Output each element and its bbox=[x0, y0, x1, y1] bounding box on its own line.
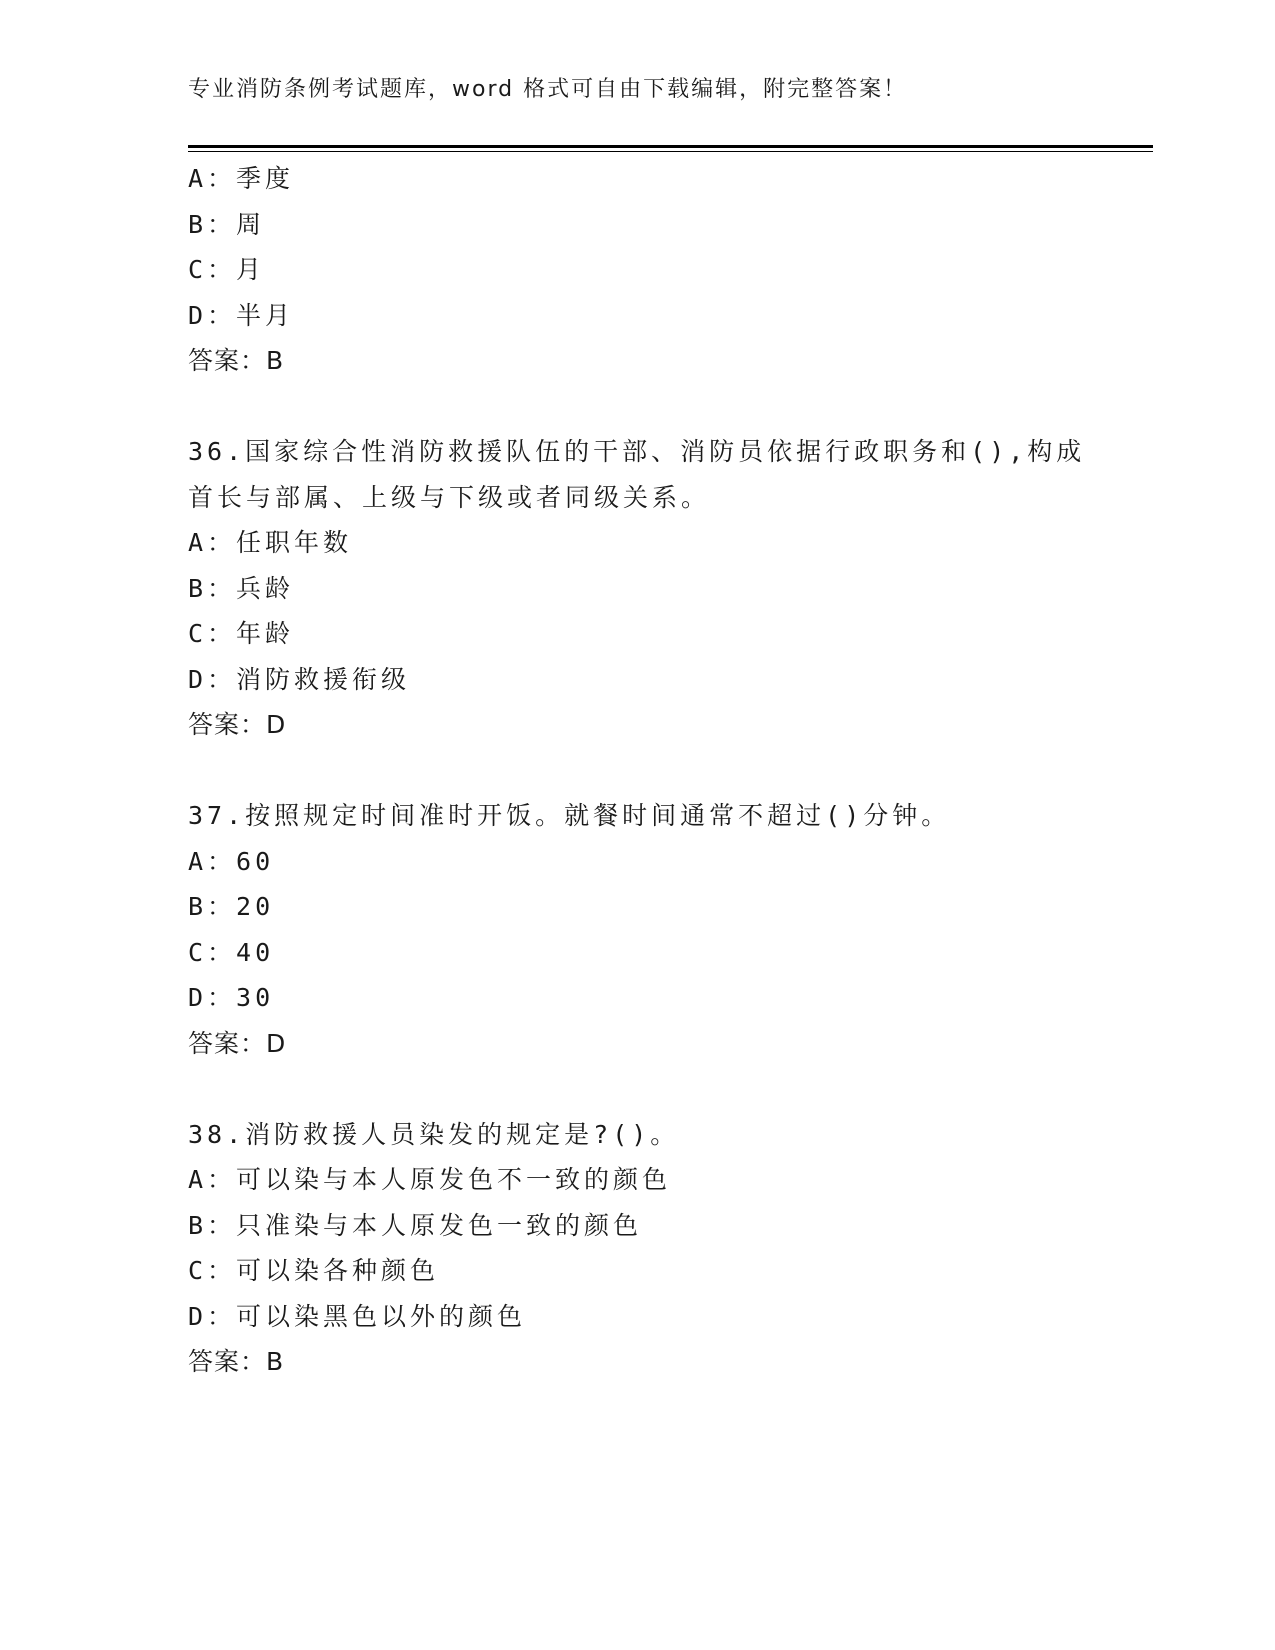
question-36 bbox=[188, 429, 1088, 748]
option-b: B：只准染与本人原发色一致的颜色 bbox=[188, 1210, 643, 1240]
answer: 答案：D bbox=[188, 1028, 287, 1058]
header-rule-thin bbox=[188, 151, 1153, 152]
question-list bbox=[188, 156, 1088, 1385]
option-d: D：半月 bbox=[188, 300, 295, 330]
option-b: B：兵龄 bbox=[188, 573, 295, 603]
option-d: D：消防救援衔级 bbox=[188, 664, 411, 694]
option-c: C：可以染各种颜色 bbox=[188, 1256, 440, 1285]
option-b: B：20 bbox=[188, 892, 275, 921]
question-37 bbox=[188, 793, 1088, 1066]
question-stem: 36.国家综合性消防救援队伍的干部、消防员依据行政职务和(),构成 bbox=[188, 437, 1086, 466]
question-stem: 37.按照规定时间准时开饭。就餐时间通常不超过()分钟。 bbox=[188, 801, 951, 830]
option-c: C：年龄 bbox=[188, 619, 295, 648]
option-b: B：周 bbox=[188, 209, 266, 239]
option-a: A：季度 bbox=[188, 164, 295, 193]
question-stem-cont: 首长与部属、上级与下级或者同级关系。 bbox=[188, 482, 711, 512]
answer: 答案：B bbox=[188, 346, 285, 375]
option-c: C：40 bbox=[188, 937, 275, 967]
option-a: A：任职年数 bbox=[188, 528, 353, 557]
option-c: C：月 bbox=[188, 255, 266, 284]
answer: 答案：D bbox=[188, 710, 287, 739]
option-a: A：60 bbox=[188, 846, 275, 876]
answer: 答案：B bbox=[188, 1347, 285, 1376]
page-header: 专业消防条例考试题库，word 格式可自由下载编辑，附完整答案！ bbox=[188, 77, 908, 102]
option-a: A：可以染与本人原发色不一致的颜色 bbox=[188, 1165, 672, 1194]
question-38 bbox=[188, 1112, 1088, 1385]
option-d: D：30 bbox=[188, 983, 275, 1012]
question-stem: 38.消防救援人员染发的规定是?()。 bbox=[188, 1119, 680, 1149]
header-rule-thick bbox=[188, 145, 1153, 148]
question-35-continued bbox=[188, 156, 1088, 384]
option-d: D：可以染黑色以外的颜色 bbox=[188, 1301, 527, 1331]
